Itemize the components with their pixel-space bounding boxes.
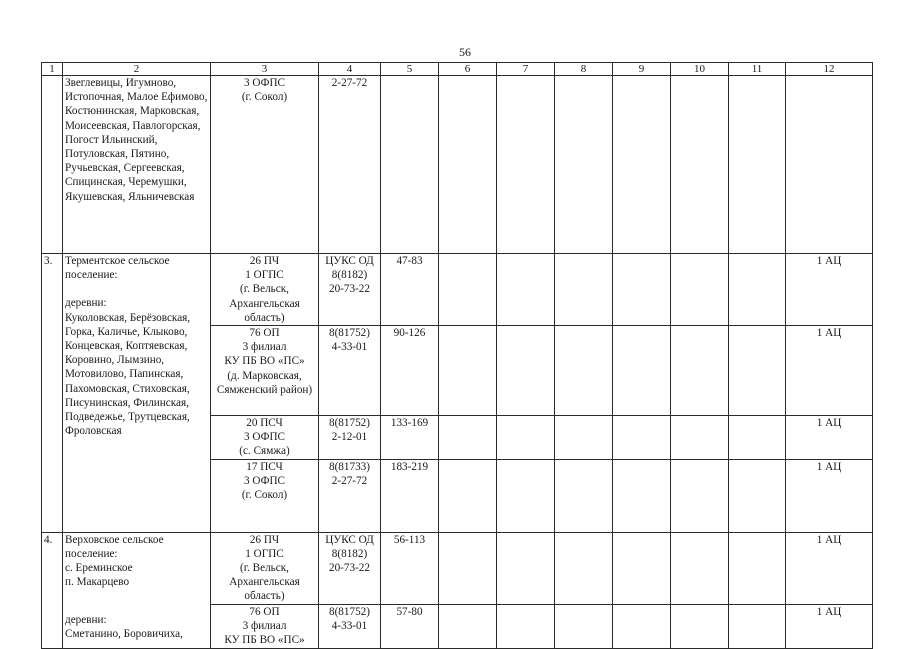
column-number-row xyxy=(42,63,873,76)
phone-cell: 2-27-72 xyxy=(319,76,381,254)
fire-unit-cell: 20 ПСЧ 3 ОФПС (с. Сямжа) xyxy=(211,416,319,460)
column-header: 11 xyxy=(729,63,786,76)
page-number: 56 xyxy=(459,45,471,59)
distance-cell: 133-169 xyxy=(381,416,439,460)
settlement-cell: Верховское сельское поселение: с. Ереминское п. Макарцево xyxy=(63,532,211,604)
fire-unit-cell: 17 ПСЧ 3 ОФПС (г. Сокол) xyxy=(211,459,319,532)
column-header: 8 xyxy=(555,63,613,76)
fire-unit-cell: 3 ОФПС (г. Сокол) xyxy=(211,76,319,254)
distance-cell: 57-80 xyxy=(381,604,439,648)
fire-unit-cell: 26 ПЧ 1 ОГПС (г. Вельск, Архангельская область) xyxy=(211,532,319,604)
settlement-cell: деревни: Сметанино, Боровичиха, xyxy=(63,604,211,648)
phone-cell: 8(81752) 2-12-01 xyxy=(319,416,381,460)
equipment-cell: 1 АЦ xyxy=(786,604,873,648)
row-number xyxy=(42,76,63,254)
column-header: 3 xyxy=(211,63,319,76)
phone-cell: ЦУКС ОД 8(8182) 20-73-22 xyxy=(319,532,381,604)
column-header: 4 xyxy=(319,63,381,76)
equipment-cell: 1 АЦ xyxy=(786,416,873,460)
equipment-cell: 1 АЦ xyxy=(786,532,873,604)
table-row xyxy=(42,76,873,254)
fire-unit-cell: 76 ОП 3 филиал КУ ПБ ВО «ПС» (д. Марковская, Сямженский район) xyxy=(211,326,319,416)
settlement-subtitle: деревни: xyxy=(65,297,107,310)
table-row xyxy=(42,532,873,604)
row-number: 4. xyxy=(42,532,63,648)
table-row xyxy=(42,254,873,326)
equipment-cell: 1 АЦ xyxy=(786,326,873,416)
column-header: 12 xyxy=(786,63,873,76)
distance-cell: 183-219 xyxy=(381,459,439,532)
phone-cell: 8(81752) 4-33-01 xyxy=(319,326,381,416)
table-row xyxy=(42,604,873,648)
phone-cell: 8(81733) 2-27-72 xyxy=(319,459,381,532)
settlement-cell xyxy=(63,254,211,533)
equipment-cell xyxy=(786,76,873,254)
column-header: 1 xyxy=(42,63,63,76)
column-header: 10 xyxy=(671,63,729,76)
distance-cell: 47-83 xyxy=(381,254,439,326)
column-header: 2 xyxy=(63,63,211,76)
settlement-list: Куколовская, Берёзовская, Горка, Каличье, Клыково, Концевская, Коптяевская, Коровино, Лымзино, Мотовилово, Папинская, Пахомовская, Стиховская, Писунинская, Филинская, Подведежье, Трутцевская, Фроловская xyxy=(65,311,191,438)
distance-cell: 56-113 xyxy=(381,532,439,604)
settlement-cell: Звеглевицы, Игумново, Истопочная, Малое Ефимово, Костюнинская, Марковская, Моисеевская, Павлогорская, Погост Ильинский, Потуловская, Пятино, Ручьевская, Сергеевская, Спицинская, Черемушки, Якушевская, Яльничевская xyxy=(63,76,211,254)
fire-unit-cell: 26 ПЧ 1 ОГПС (г. Вельск, Архангельская область) xyxy=(211,254,319,326)
equipment-cell: 1 АЦ xyxy=(786,459,873,532)
column-header: 5 xyxy=(381,63,439,76)
fire-coverage-table xyxy=(41,62,873,649)
column-header: 7 xyxy=(497,63,555,76)
column-header: 9 xyxy=(613,63,671,76)
column-header: 6 xyxy=(439,63,497,76)
settlement-title: Терментское сельское поселение: xyxy=(65,255,170,282)
row-number: 3. xyxy=(42,254,63,533)
fire-unit-cell: 76 ОП 3 филиал КУ ПБ ВО «ПС» xyxy=(211,604,319,648)
distance-cell: 90-126 xyxy=(381,326,439,416)
equipment-cell: 1 АЦ xyxy=(786,254,873,326)
phone-cell: ЦУКС ОД 8(8182) 20-73-22 xyxy=(319,254,381,326)
phone-cell: 8(81752) 4-33-01 xyxy=(319,604,381,648)
distance-cell xyxy=(381,76,439,254)
